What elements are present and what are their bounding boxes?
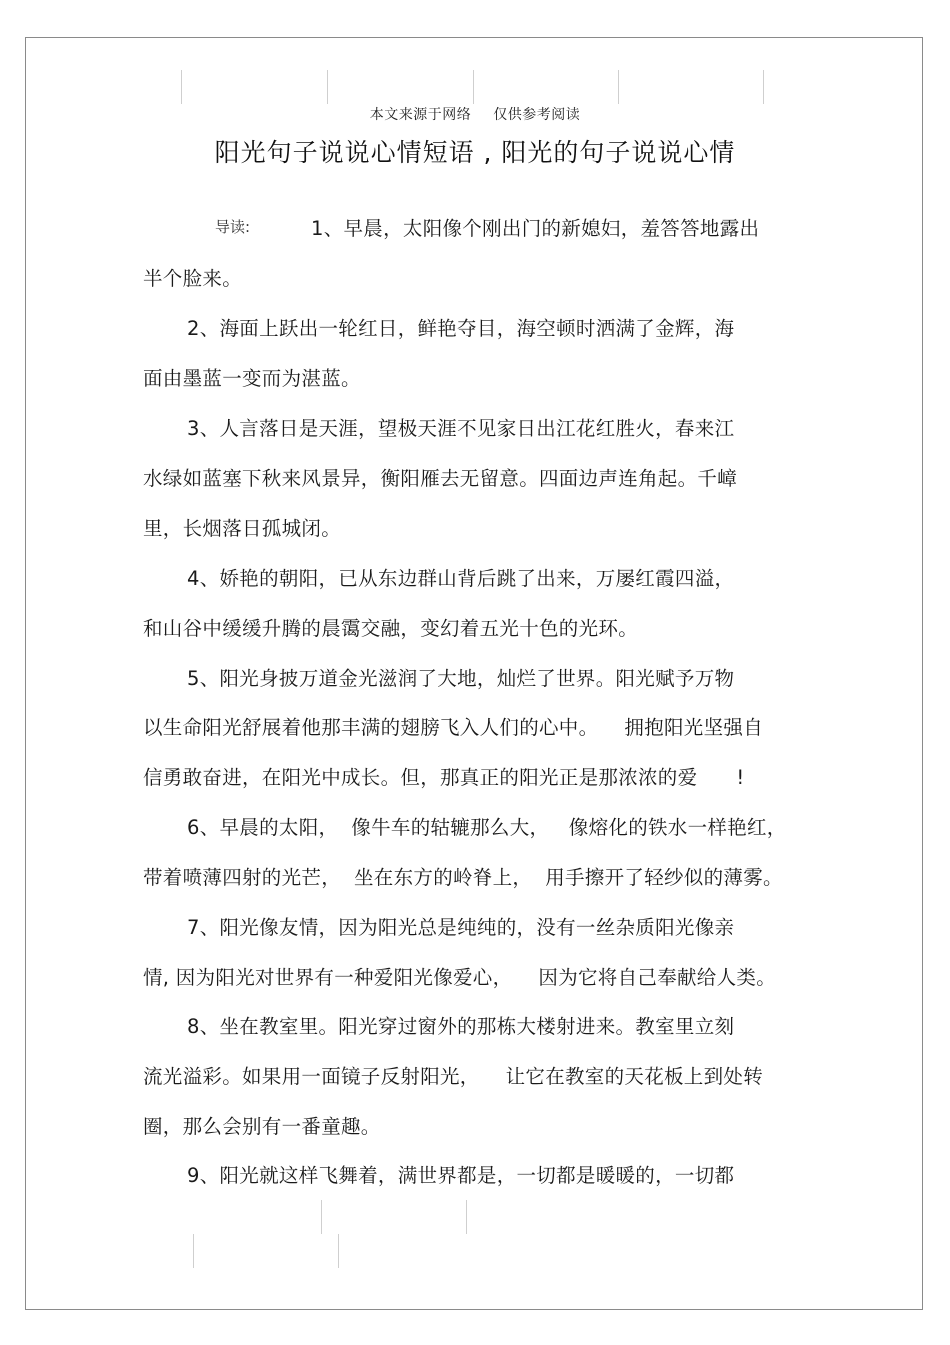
body-line: 信勇敢奋进，在阳光中成长。但，那真正的阳光正是那浓浓的爱 ! — [143, 766, 745, 789]
body-line: 1、早晨，太阳像个刚出门的新媳妇，羞答答地露出 — [311, 217, 760, 240]
body-line: 7、阳光像友情，因为阳光总是纯纯的，没有一丝杂质阳光像亲 — [187, 916, 735, 939]
body-line: 8、坐在教室里。阳光穿过窗外的那栋大楼射进来。教室里立刻 — [187, 1015, 735, 1038]
body-line: 水绿如蓝塞下秋来风景异，衡阳雁去无留意。四面边声连角起。千嶂 — [143, 467, 738, 490]
decorative-rule — [193, 1234, 194, 1268]
body-line: 5、阳光身披万道金光滋润了大地，灿烂了世界。阳光赋予万物 — [187, 667, 735, 690]
body-line: 流光溢彩。如果用一面镜子反射阳光， 让它在教室的天花板上到处转 — [143, 1065, 763, 1088]
body-line: 面由墨蓝一变而为湛蓝。 — [143, 367, 361, 390]
decorative-rule — [321, 1200, 322, 1234]
decorative-rule — [181, 70, 182, 104]
body-line: 半个脸来。 — [143, 267, 243, 290]
body-line: 带着喷薄四射的光芒， 坐在东方的岭脊上， 用手擦开了轻纱似的薄雾。 — [143, 866, 783, 889]
guide-label: 导读: — [215, 218, 251, 236]
source-note: 本文来源于网络 — [369, 107, 472, 123]
body-line: 情, 因为阳光对世界有一种爱阳光像爱心， 因为它将自己奉献给人类。 — [143, 966, 776, 989]
decorative-rule — [473, 70, 474, 104]
reference-note: 仅供参考阅读 — [493, 107, 581, 123]
decorative-rule — [327, 70, 328, 104]
document-title: 阳光句子说说心情短语 , 阳光的句子说说心情 — [214, 138, 736, 167]
decorative-rule — [618, 70, 619, 104]
body-line: 6、早晨的太阳， 像牛车的轱辘那么大， 像熔化的铁水一样艳红， — [187, 816, 787, 839]
decorative-rule — [763, 70, 764, 104]
page-header — [0, 104, 950, 124]
body-line: 3、人言落日是天涯，望极天涯不见家日出江花红胜火，春来江 — [187, 417, 735, 440]
body-line: 里，长烟落日孤城闭。 — [143, 517, 342, 540]
body-line: 以生命阳光舒展着他那丰满的翅膀飞入人们的心中。 拥抱阳光坚强自 — [143, 716, 763, 739]
body-line: 2、海面上跃出一轮红日，鲜艳夺目，海空顿时洒满了金辉，海 — [187, 317, 735, 340]
body-line: 4、娇艳的朝阳，已从东边群山背后跳了出来，万屡红霞四溢， — [187, 567, 735, 590]
body-line: 9、阳光就这样飞舞着，满世界都是，一切都是暖暖的，一切都 — [187, 1164, 735, 1187]
body-line: 和山谷中缓缓升腾的晨霭交融，变幻着五光十色的光环。 — [143, 617, 639, 640]
decorative-rule — [466, 1200, 467, 1234]
body-line: 圈，那么会别有一番童趣。 — [143, 1115, 381, 1138]
decorative-rule — [338, 1234, 339, 1268]
